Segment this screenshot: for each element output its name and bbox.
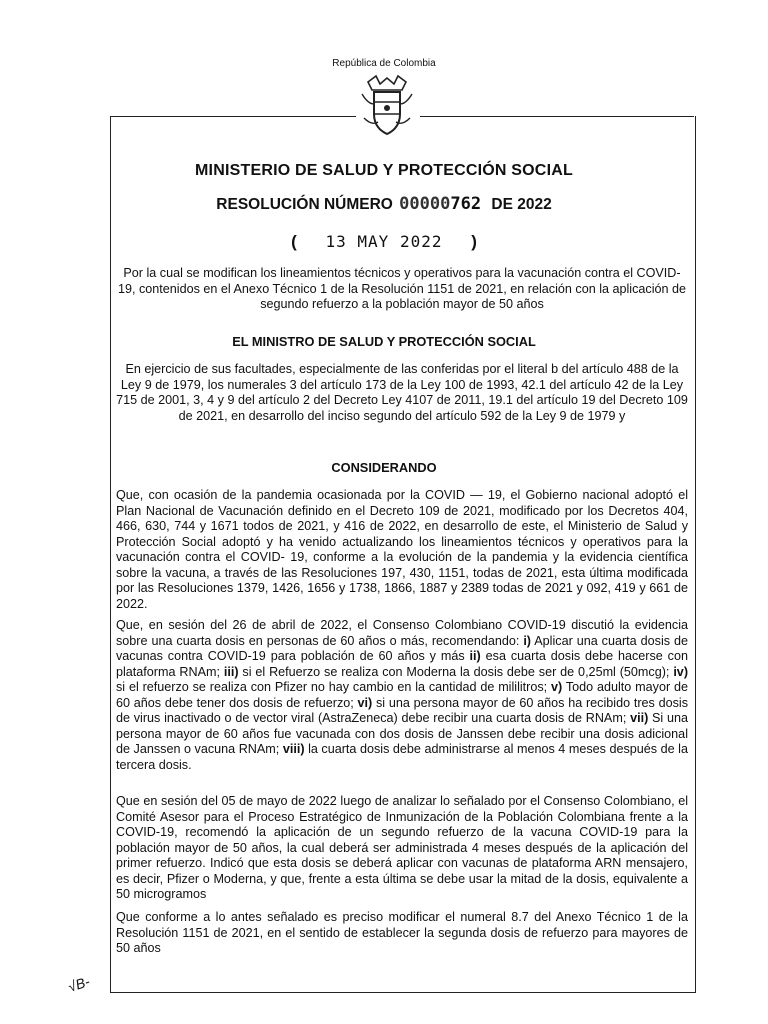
handwritten-initials: √B- — [66, 973, 92, 995]
date-line — [0, 232, 768, 252]
resolution-date: 13 MAY 2022 — [325, 232, 443, 251]
paragraph-3: Que en sesión del 05 de mayo de 2022 luego de analizar lo señalado por el Consenso Colombiano, el Comité Asesor para el Proceso Estratégico de Inmunización de la Población Colombiana frente a la COVID-19, recomendó la aplicación de un segundo refuerzo de la vacuna COVID-19 para la población mayor de 50 años, la cual deberá ser administrada 4 meses después de la aplicación del primer refuerzo. Indicó que esta dosis se deberá aplicar con vacunas de plataforma ARN mensajero, es decir, Pfizer o Moderna, y que, frente a esta última se debe usar la mitad de la dosis, equivalente a 50 microgramos — [116, 794, 688, 901]
authority-text: En ejercicio de sus facultades, especialmente de las conferidas por el literal b del artículo 488 de la Ley 9 de 1979, los numerales 3 del artículo 173 de la Ley 100 de 1993, 42.1 del artículo 42 de la Ley 715 de 2001, 3, 4 y 9 del artículo 2 del Decreto Ley 4107 de 2011, 19.1 del artículo 19 del Decreto 109 de 2021, en desarrollo del inciso segundo del artículo 592 de la Ley 9 de 1979 y — [116, 362, 688, 423]
paragraph-4: Que conforme a lo antes señalado es preciso modificar el numeral 8.7 del Anexo Técnico 1 de la Resolución 1151 de 2021, en el sentido de establecer la segunda dosis de refuerzo para mayores de 50 años — [116, 910, 688, 955]
p2-item-vi-text: si una persona mayor de 60 años ha recibido tres dosis de virus inactivado o de vector viral (AstraZeneca) debe recibir una cuarta dosis de RNAm; — [116, 695, 688, 725]
p2-intro: Que, en sesión del 26 de abril de 2022, el Consenso Colombiano COVID-19 discutió la evidencia sobre una cuarta dosis en personas de 60 años o más, recomendando: — [116, 618, 688, 648]
p2-item-ii-label: ii) — [469, 649, 481, 663]
resolution-line — [0, 194, 768, 214]
considerando-title: CONSIDERANDO — [331, 460, 437, 475]
resolution-number — [399, 194, 481, 214]
p2-item-iv-text: si el refuerzo se realiza con Pfizer no hay cambio en la cantidad de mililitros; — [116, 680, 552, 694]
paragraph-1: Que, con ocasión de la pandemia ocasionada por la COVID — 19, el Gobierno nacional adoptó el Plan Nacional de Vacunación definido en el Decreto 109 de 2021, modificado por los Decretos 404, 466, 630, 744 y 1671 todos de 2021, y 416 de 2022, en desarrollo de este, el Ministerio de Salud y Protección Social adoptó y ha venido actualizando los lineamientos técnicos y operativos para la vacunación contra el COVID- 19, conforme a la evolución de la pandemia y la evidencia científica sobre la vacuna, a través de las Resoluciones 197, 430, 1151, todas de 2021, esta última modificada por las Resoluciones 1379, 1426, 1656 y 1738, 1866, 1887 y 2389 todas de 2021 y 092, 419 y 661 de 2022. — [116, 488, 688, 611]
date-paren-open: ( — [291, 232, 297, 251]
p2-item-viii-text: la cuarta dosis debe administrarse al menos 4 meses después de la tercera dosis. — [116, 742, 688, 772]
country-label: República de Colombia — [332, 58, 436, 69]
authority-title: EL MINISTRO DE SALUD Y PROTECCIÓN SOCIAL — [232, 334, 536, 349]
resolution-digits: 762 — [450, 194, 482, 214]
resolution-summary: Por la cual se modifican los lineamientos técnicos y operativos para la vacunación contra el COVID-19, contenidos en el Anexo Técnico 1 de la Resolución 1151 de 2021, en relación con la aplicación de segundo refuerzo a la población mayor de 50 años — [117, 266, 687, 311]
p2-item-vi-label: vi) — [357, 695, 373, 710]
p2-item-viii-label: viii) — [282, 742, 305, 756]
p2-item-v-text: Todo adulto mayor de 60 años debe tener dos dosis de refuerzo; — [116, 680, 688, 710]
p2-item-v-label: v) — [551, 680, 563, 694]
p2-item-i-text: Aplicar una cuarta dosis de vacunas contra COVID-19 para población de 60 años y más — [116, 633, 689, 663]
p2-item-iv-label: iv) — [673, 664, 689, 679]
p2-item-vii-label: vii) — [630, 711, 649, 725]
p2-item-ii-text: esa cuarta dosis debe hacerse con plataforma RNAm; — [116, 649, 688, 679]
resolution-label: RESOLUCIÓN NÚMERO — [216, 196, 393, 213]
resolution-year: DE 2022 — [491, 196, 552, 213]
resolution-prefix: 00000 — [399, 194, 451, 214]
p2-item-iii-text: si el Refuerzo se realiza con Moderna la dosis debe ser de 0,25ml (50mcg); — [238, 664, 674, 679]
date-paren-close: ) — [471, 232, 477, 251]
paragraph-2 — [116, 618, 688, 773]
ministry-title: MINISTERIO DE SALUD Y PROTECCIÓN SOCIAL — [195, 162, 573, 179]
p2-item-vii-text: Si una persona mayor de 60 años fue vacunada con dos dosis de Janssen debe recibir una dosis adicional de Janssen o vacuna RNAm; — [116, 711, 688, 756]
p2-item-iii-label: iii) — [223, 664, 239, 679]
p2-item-i-label: i) — [523, 633, 532, 648]
